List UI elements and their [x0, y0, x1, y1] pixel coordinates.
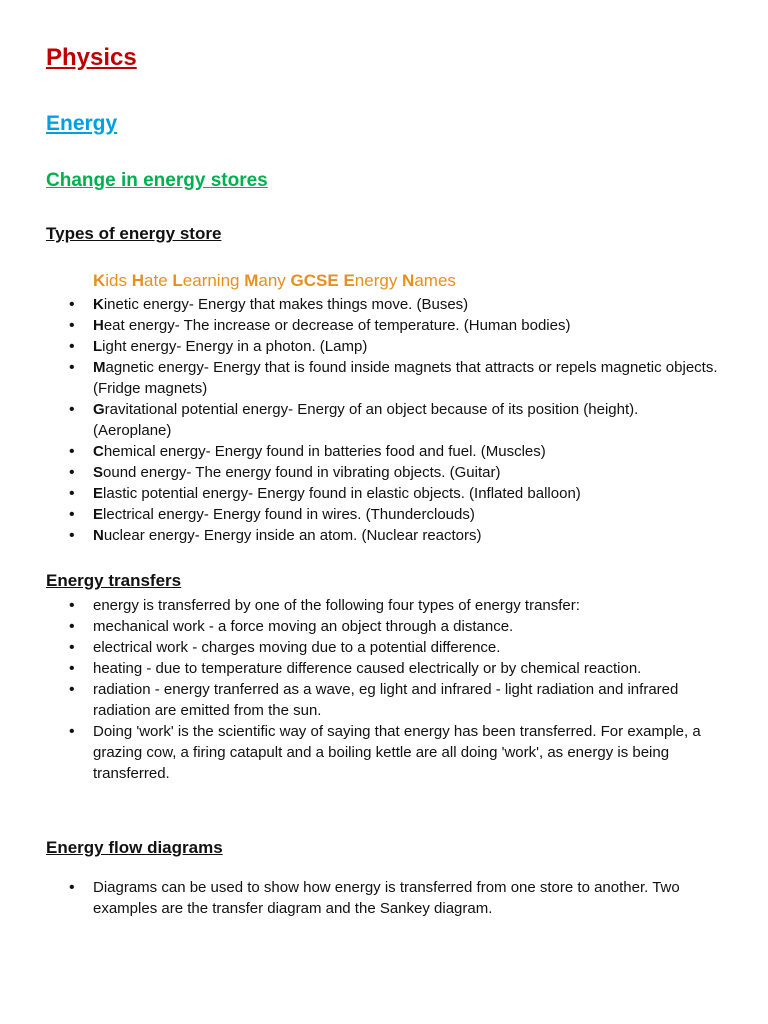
- mnemonic-line: [93, 271, 456, 291]
- mnemonic-word: Many: [244, 271, 291, 290]
- list-item: • Nuclear energy- Energy inside an atom. (Nuclear reactors): [0, 525, 720, 546]
- page-title: Physics: [46, 44, 137, 71]
- list-item: • Doing 'work' is the scientific way of saying that energy has been transferred. For example, a grazing cow, a firing catapult and a boiling kettle are all doing 'work', as energy is being transferred.: [0, 721, 720, 784]
- heading-energy-flow-diagrams: Energy flow diagrams: [46, 838, 223, 857]
- energy-flow-list: [0, 877, 720, 919]
- list-item: • Diagrams can be used to show how energy is transferred from one store to another. Two examples are the transfer diagram and the Sankey diagram.: [0, 877, 720, 919]
- list-item: • Kinetic energy- Energy that makes things move. (Buses): [0, 294, 720, 315]
- heading-types-of-energy-store: Types of energy store: [46, 224, 222, 243]
- list-item: • electrical work - charges moving due to a potential difference.: [0, 637, 720, 658]
- section-heading-energy: Energy: [46, 112, 118, 135]
- list-item: • Heat energy- The increase or decrease of temperature. (Human bodies): [0, 315, 720, 336]
- heading-energy-transfers: Energy transfers: [46, 571, 182, 590]
- mnemonic-word: GCSE: [290, 271, 339, 290]
- mnemonic-word: Learning: [172, 271, 245, 290]
- list-item: • Magnetic energy- Energy that is found inside magnets that attracts or repels magnetic objects. (Fridge magnets): [0, 357, 720, 399]
- list-item: • Sound energy- The energy found in vibrating objects. (Guitar): [0, 462, 720, 483]
- energy-store-list: [0, 294, 720, 546]
- mnemonic-word: Hate: [131, 271, 173, 290]
- mnemonic-word: Energy: [343, 271, 403, 290]
- list-item: • energy is transferred by one of the following four types of energy transfer:: [0, 595, 720, 616]
- list-item: • heating - due to temperature difference caused electrically or by chemical reaction.: [0, 658, 720, 679]
- list-item: • mechanical work - a force moving an object through a distance.: [0, 616, 720, 637]
- subsection-heading-change-in-energy-stores: Change in energy stores: [46, 170, 268, 191]
- mnemonic-word: Kids: [93, 271, 132, 290]
- list-item: • radiation - energy tranferred as a wave, eg light and infrared - light radiation and infrared radiation are emitted from the sun.: [0, 679, 720, 721]
- list-item: • Chemical energy- Energy found in batteries food and fuel. (Muscles): [0, 441, 720, 462]
- energy-transfers-list: [0, 595, 720, 784]
- list-item: • Gravitational potential energy- Energy of an object because of its position (height). (Aeroplane): [0, 399, 720, 441]
- list-item: • Electrical energy- Energy found in wires. (Thunderclouds): [0, 504, 720, 525]
- list-item: • Light energy- Energy in a photon. (Lamp): [0, 336, 720, 357]
- mnemonic-word: Names: [402, 271, 456, 290]
- list-item: • Elastic potential energy- Energy found in elastic objects. (Inflated balloon): [0, 483, 720, 504]
